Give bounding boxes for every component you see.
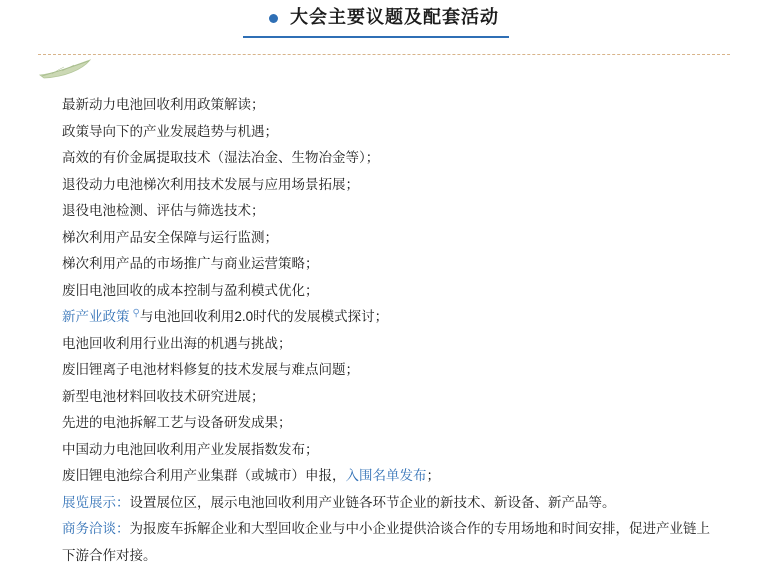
list-item bbox=[62, 225, 742, 252]
topic-text: 电池回收利用行业出海的机遇与挑战； bbox=[62, 335, 292, 351]
activity-item-business-talks bbox=[62, 516, 712, 569]
leaf-ornament-icon bbox=[38, 58, 98, 80]
topic-text: 最新动力电池回收利用政策解读； bbox=[62, 97, 265, 112]
keyword-link-new-industrial-policy[interactable]: 新产业政策 bbox=[62, 309, 130, 324]
list-item bbox=[62, 357, 742, 384]
list-item bbox=[62, 384, 742, 411]
topic-text: 政策导向下的产业发展趋势与机遇； bbox=[62, 123, 278, 139]
activity-label: 商务洽谈： bbox=[62, 521, 130, 536]
search-icon[interactable]: ⚲ bbox=[132, 308, 140, 319]
activity-text: 为报废车拆解企业和大型回收企业与中小企业提供洽谈合作的专用场地和时间安排，促进产业链上下游合作对接。 bbox=[62, 521, 710, 563]
list-item bbox=[62, 410, 742, 437]
list-item bbox=[62, 331, 742, 358]
list-item bbox=[62, 92, 742, 119]
topic-text: 废旧电池回收的成本控制与盈利模式优化； bbox=[62, 282, 319, 298]
list-item bbox=[62, 119, 742, 146]
topic-text: 废旧锂离子电池材料修复的技术发展与难点问题； bbox=[62, 362, 359, 377]
topic-text: 退役电池检测、评估与筛选技术； bbox=[62, 203, 265, 218]
shortlist-announcement-link[interactable]: 入围名单发布 bbox=[345, 468, 427, 483]
dotted-divider bbox=[38, 54, 730, 55]
topic-text: 中国动力电池回收利用产业发展指数发布； bbox=[62, 441, 319, 457]
list-item bbox=[62, 172, 742, 199]
topic-text-after: ； bbox=[426, 468, 440, 483]
list-item bbox=[62, 463, 742, 490]
topic-text: 高效的有价金属提取技术（湿法冶金、生物冶金等）； bbox=[62, 150, 380, 165]
topic-text: 梯次利用产品安全保障与运行监测； bbox=[62, 229, 278, 245]
header-inner bbox=[269, 7, 499, 35]
list-item bbox=[62, 251, 742, 278]
list-item bbox=[62, 145, 742, 172]
activity-item-exhibition bbox=[62, 490, 712, 517]
activity-label: 展览展示： bbox=[62, 494, 130, 510]
page-title: 大会主要议题及配套活动 bbox=[290, 7, 499, 28]
topic-text: 梯次利用产品的市场推广与商业运营策略； bbox=[62, 256, 319, 271]
list-item bbox=[62, 278, 742, 305]
topic-text: 退役动力电池梯次利用技术发展与应用场景拓展； bbox=[62, 176, 359, 192]
topic-text: 先进的电池拆解工艺与设备研发成果； bbox=[62, 415, 292, 430]
topic-text: 与电池回收利用2.0时代的发展模式探讨； bbox=[139, 309, 389, 324]
bullet-dot-icon bbox=[269, 14, 278, 23]
topic-text: 新型电池材料回收技术研究进展； bbox=[62, 388, 265, 404]
list-item bbox=[62, 198, 742, 225]
activity-text: 设置展位区，展示电池回收利用产业链各环节企业的新技术、新设备、新产品等。 bbox=[129, 494, 616, 510]
topics-list bbox=[62, 92, 742, 569]
topic-text: 废旧锂电池综合利用产业集群（或城市）申报， bbox=[62, 468, 346, 483]
title-underline bbox=[243, 36, 509, 38]
list-item bbox=[62, 437, 742, 464]
list-item bbox=[62, 304, 742, 331]
